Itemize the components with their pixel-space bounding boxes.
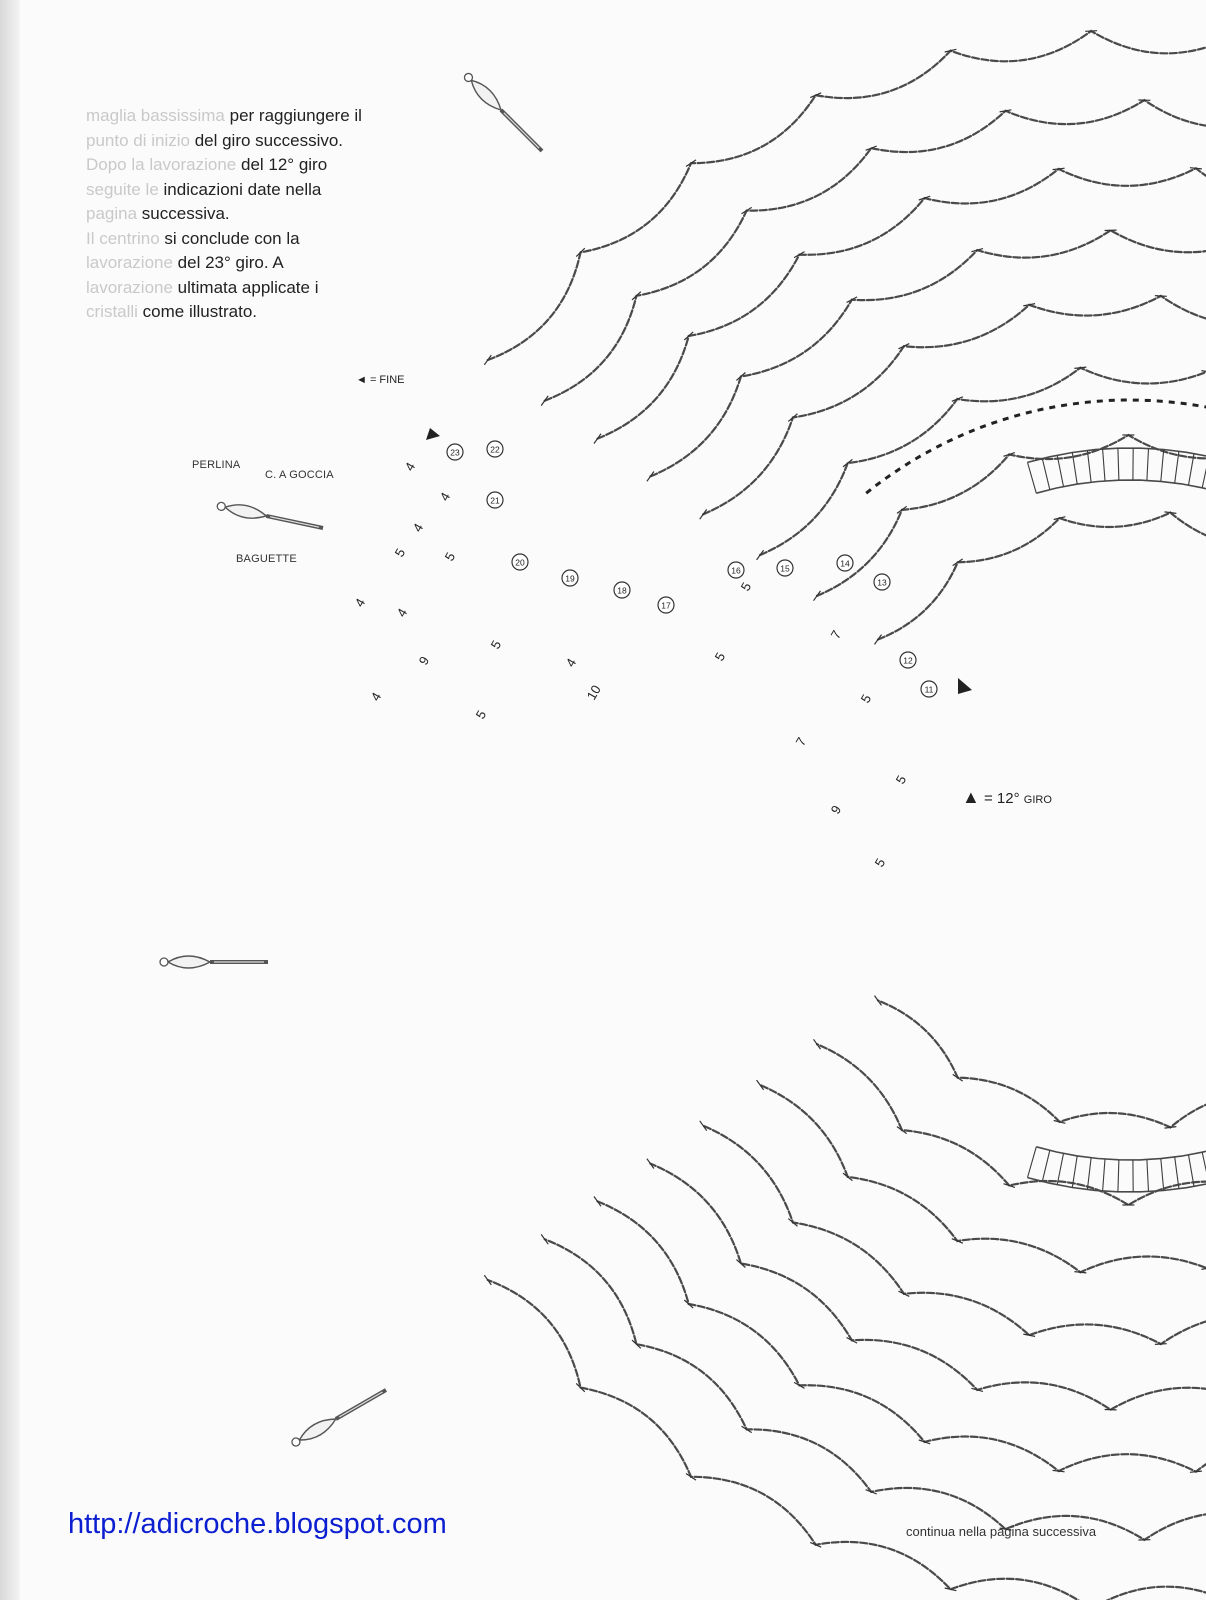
- stitch-mark: [1053, 168, 1065, 169]
- chain-arc: [650, 230, 1206, 1409]
- treble-stitch: [1087, 1158, 1091, 1190]
- chain-count-label: 10: [583, 682, 604, 703]
- chain-count-label: 5: [737, 579, 755, 594]
- perlina-label: PERLINA: [192, 459, 241, 471]
- instruction-line: Dopo la lavorazione del 12° giro: [86, 155, 328, 174]
- stitch-mark: [1165, 512, 1177, 514]
- baguette-label: BAGUETTE: [236, 553, 297, 565]
- chain-count-label: 5: [441, 549, 459, 564]
- treble-stitch: [1103, 1159, 1105, 1191]
- stitch-mark: [1074, 1272, 1086, 1273]
- band-inner-edge: [1036, 480, 1206, 1160]
- treble-stitch: [1202, 1152, 1206, 1183]
- chain-count-label: 9: [415, 653, 433, 668]
- chain-arc: [598, 168, 1206, 1471]
- round-number-label: 21: [490, 495, 500, 506]
- drop-crystal: [168, 956, 210, 968]
- chain-arc: [760, 368, 1206, 1273]
- treble-stitch: [1118, 1160, 1119, 1192]
- chain-count-label: 7: [827, 627, 845, 642]
- crystal-ornament: [461, 70, 546, 155]
- giro-label-small: GIRO: [1023, 794, 1052, 806]
- chain-count-label: 4: [562, 655, 580, 670]
- chain-count-label: 4: [401, 459, 419, 474]
- giro-arrow-icon: ▲: [962, 787, 980, 807]
- chain-count-label: 5: [871, 855, 889, 870]
- treble-stitch-band: [1028, 448, 1206, 1192]
- treble-stitch: [1161, 450, 1164, 482]
- chain-count-label: 5: [487, 637, 505, 652]
- chain-count-label: 5: [472, 707, 490, 722]
- round-number-label: 23: [450, 447, 460, 458]
- round-number-label: 19: [565, 573, 575, 584]
- instruction-line: pagina successiva.: [86, 204, 230, 223]
- stitch-mark: [1155, 1344, 1167, 1345]
- treble-stitch: [1042, 459, 1050, 490]
- fine-arrow-icon: ◄: [356, 374, 367, 386]
- treble-stitch: [1087, 450, 1091, 482]
- chain-count-label: 5: [711, 649, 729, 664]
- treble-stitch: [1028, 462, 1037, 493]
- treble-stitch: [1028, 1147, 1037, 1178]
- round-number-label: 11: [924, 684, 934, 695]
- chain-count-label: 5: [892, 772, 910, 787]
- round-number-label: 16: [731, 565, 741, 576]
- round-number-label: 18: [617, 585, 627, 596]
- stitch-mark: [1053, 1470, 1065, 1471]
- treble-stitch: [1147, 449, 1149, 481]
- blog-url[interactable]: http://adicroche.blogspot.com: [68, 1508, 447, 1540]
- fine-label: = FINE: [369, 374, 405, 386]
- diagram-markers: [426, 400, 1206, 694]
- treble-stitch: [1189, 1155, 1195, 1187]
- stitch-mark: [875, 996, 882, 1006]
- instruction-line: maglia bassissima per raggiungere il: [86, 106, 362, 125]
- treble-stitch: [1057, 1153, 1063, 1184]
- treble-stitch: [1057, 455, 1063, 486]
- chain-count-label: 4: [409, 520, 427, 535]
- round-number-label: 14: [840, 558, 850, 569]
- stitch-mark: [1190, 1471, 1202, 1472]
- instruction-line: punto di inizio del giro successivo.: [86, 130, 344, 150]
- instruction-line: cristalli come illustrato.: [86, 302, 257, 321]
- treble-stitch: [1103, 449, 1105, 481]
- round-number-label: 20: [515, 557, 525, 568]
- drop-crystal: [296, 1414, 338, 1445]
- drop-crystal: [224, 501, 268, 521]
- stitch-mark: [1190, 168, 1202, 169]
- chain-arc: [878, 513, 1206, 1128]
- chain-count-label: 4: [367, 689, 385, 704]
- treble-stitch: [1202, 457, 1206, 488]
- crystal-ornament: [289, 1385, 389, 1449]
- instruction-line: lavorazione ultimata applicate i: [86, 277, 319, 297]
- crystal-ornament: [216, 500, 324, 534]
- round-number-label: 22: [490, 444, 500, 455]
- instruction-line: Il centrino si conclude con la: [86, 228, 300, 248]
- slip-stitch-path: [866, 400, 1206, 493]
- chain-count-label: 5: [391, 545, 409, 560]
- round-number-label: 17: [661, 600, 671, 611]
- chain-count-label: 9: [827, 802, 845, 817]
- continue-note: continua nella pagina successiva: [906, 1524, 1097, 1539]
- band-outer-edge: [1028, 448, 1206, 1192]
- stitch-mark: [1074, 367, 1086, 368]
- end-arrow-icon: [426, 428, 440, 440]
- pearl-bead: [160, 958, 168, 966]
- chain-stitch-arcs: [484, 31, 1206, 1600]
- treble-stitch: [1161, 1159, 1164, 1191]
- chain-count-label: 4: [393, 605, 411, 620]
- instruction-line: lavorazione del 23° giro. A: [86, 253, 284, 272]
- treble-stitch: [1042, 1150, 1050, 1181]
- round-number-label: 12: [903, 655, 913, 666]
- giro-label: = 12°: [984, 790, 1020, 807]
- chain-count-label: 4: [436, 489, 454, 504]
- pearl-bead: [217, 502, 226, 511]
- chain-arc: [488, 31, 1206, 1600]
- treble-stitch: [1147, 1160, 1149, 1192]
- crystal-ornament: [160, 956, 268, 968]
- drop-crystal: [467, 76, 505, 114]
- stitch-mark: [814, 1039, 821, 1049]
- round-number-label: 15: [780, 563, 790, 574]
- stitch-mark: [1165, 1127, 1177, 1129]
- fine-legend: [356, 374, 405, 386]
- instruction-line: seguite le indicazioni date nella: [86, 179, 322, 199]
- giro-legend: [962, 787, 1052, 808]
- chain-count-label: 5: [857, 691, 875, 706]
- crystal-ornaments: [160, 70, 546, 1449]
- chain-count-label: 7: [792, 734, 810, 749]
- diagram-labels: [352, 441, 937, 870]
- goccia-label: C. A GOCCIA: [265, 469, 334, 481]
- stitch-mark: [1085, 31, 1097, 32]
- stitch-mark: [1155, 296, 1167, 297]
- chain-count-label: 4: [351, 595, 369, 610]
- round-number-label: 13: [877, 577, 887, 588]
- chain-arc: [703, 296, 1206, 1344]
- treble-stitch: [1118, 448, 1119, 480]
- start-arrow-icon: [958, 678, 972, 694]
- chain-arc: [545, 100, 1206, 1540]
